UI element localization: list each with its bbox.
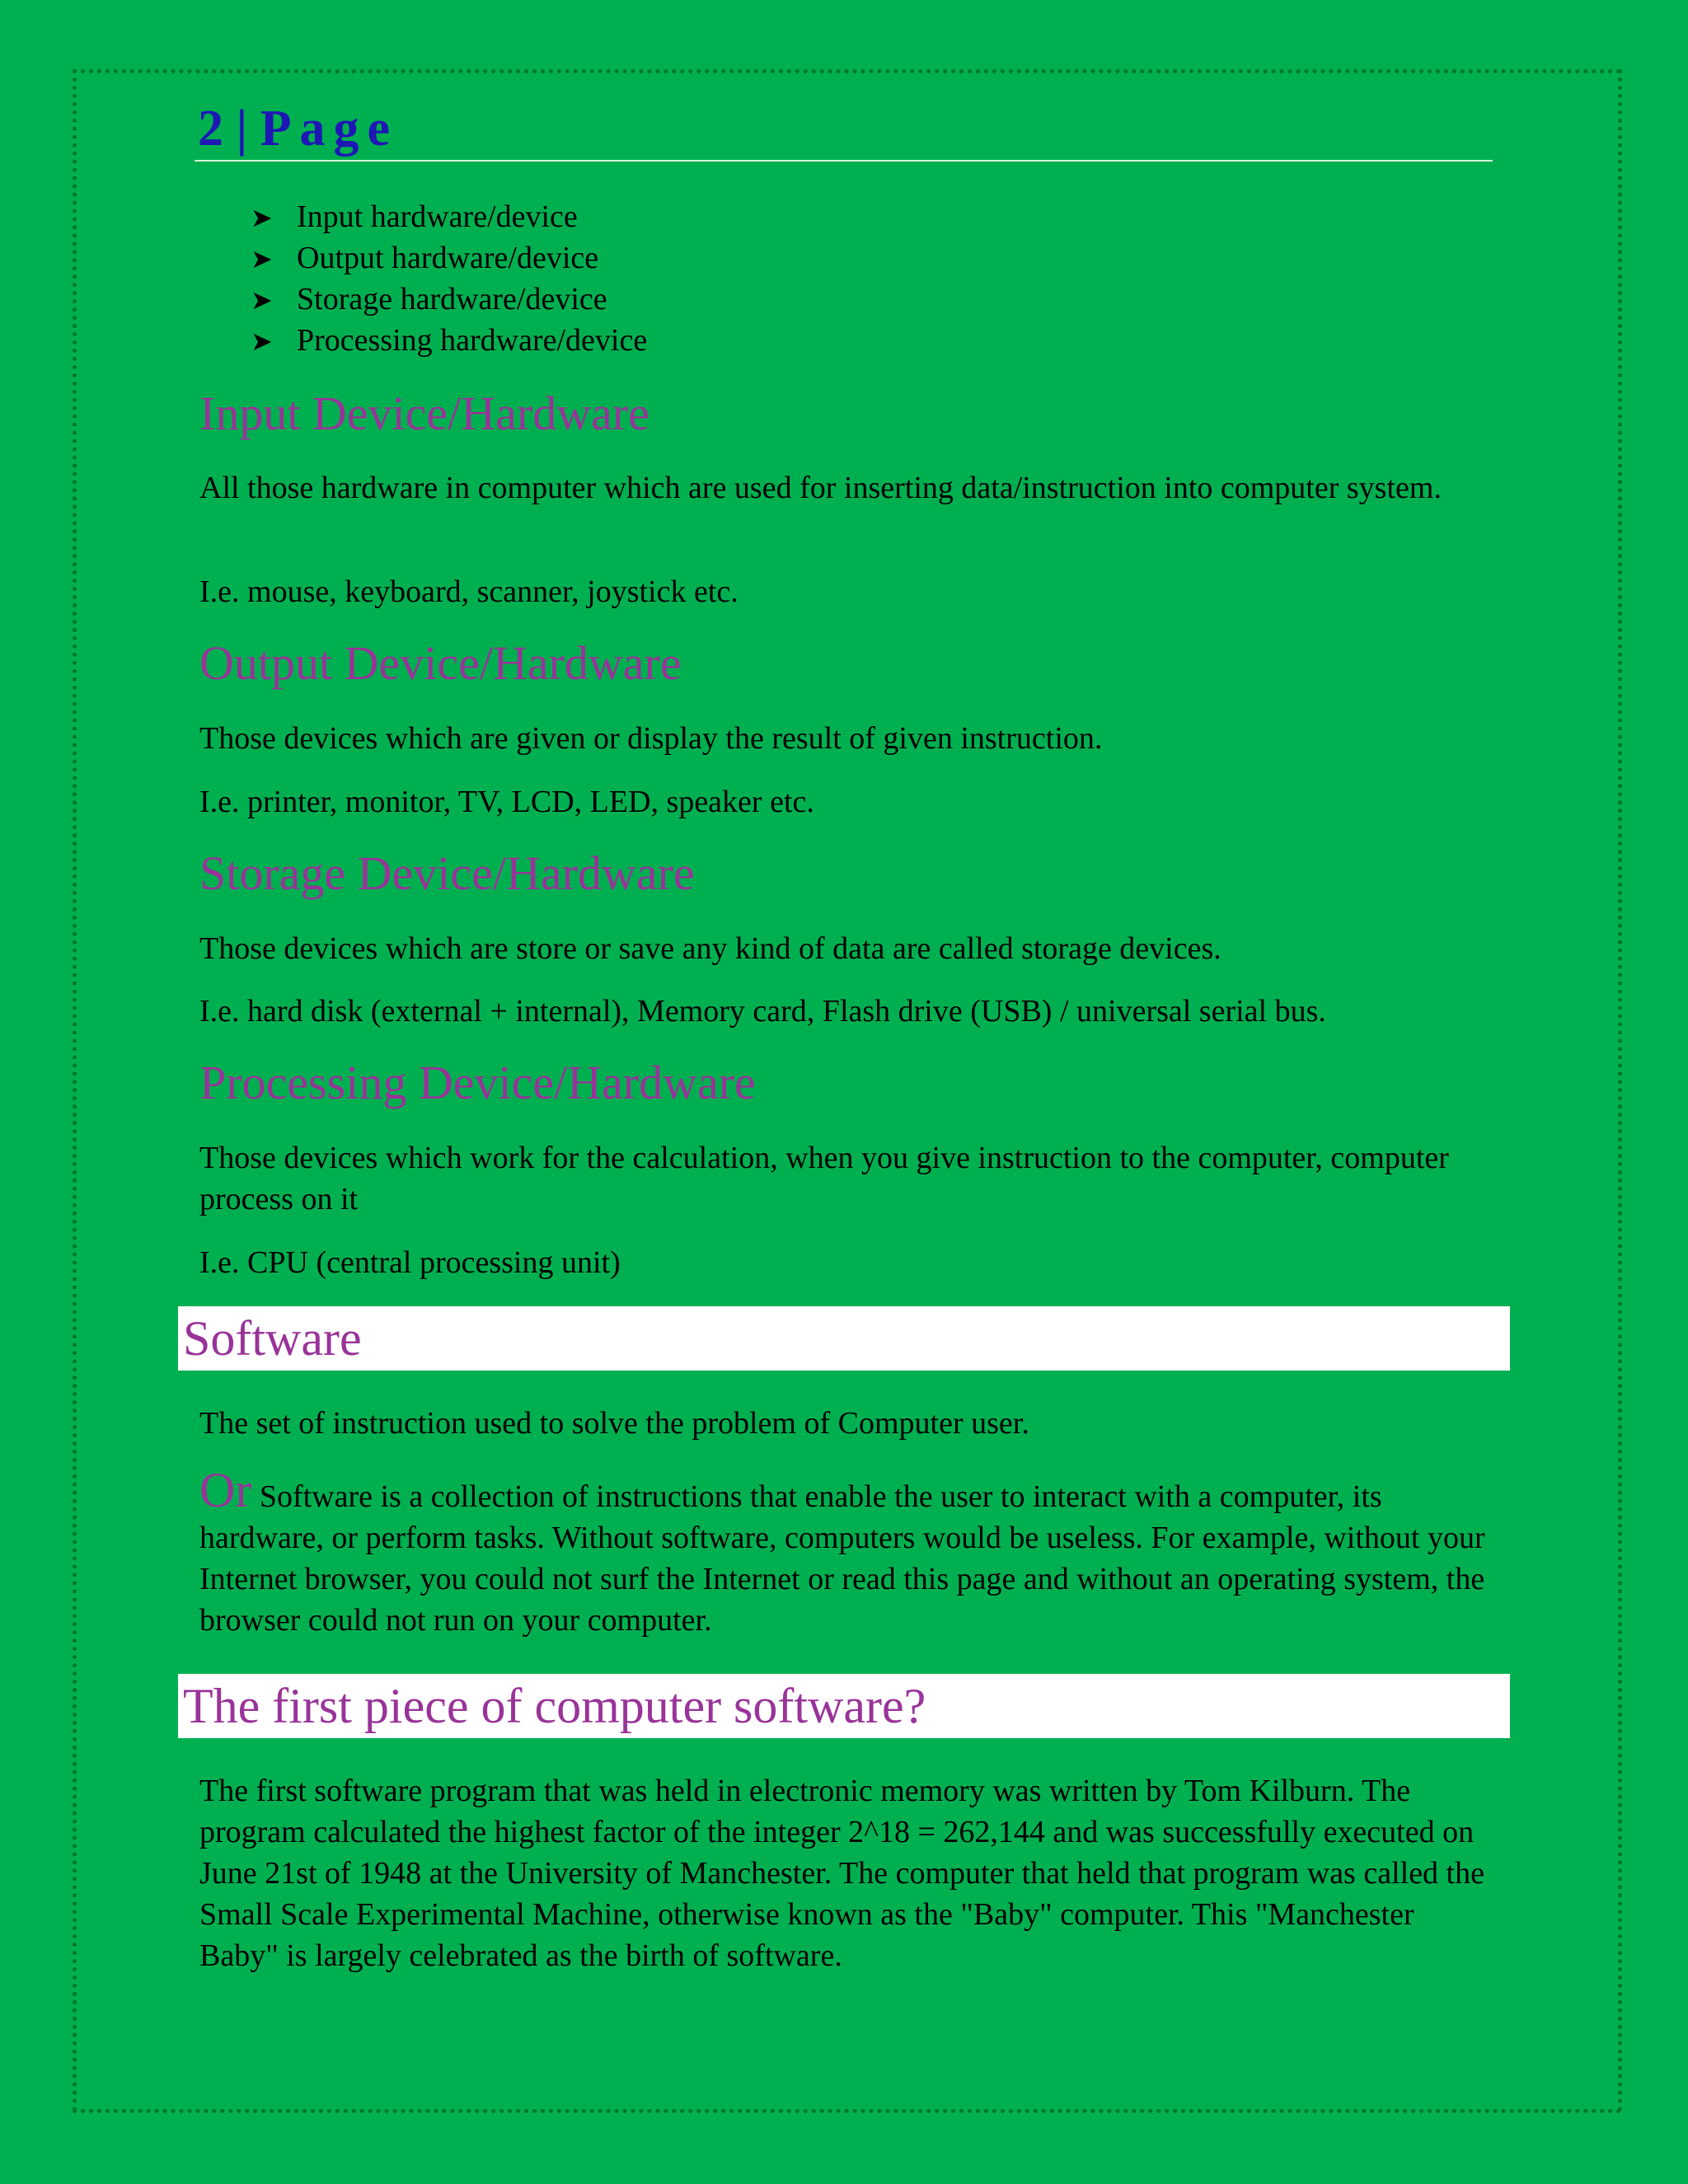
first-software-heading: The first piece of computer software? (183, 1679, 926, 1733)
input-heading: Input Device/Hardware (199, 387, 649, 440)
software-alt-definition (199, 1463, 1485, 1641)
list-item (251, 237, 647, 279)
hardware-types-list (251, 196, 647, 361)
output-description: Those devices which are given or display the result of given instruction. (199, 721, 1103, 756)
input-examples: I.e. mouse, keyboard, scanner, joystick etc. (199, 574, 738, 609)
software-alt-text: Software is a collection of instructions that enable the user to interact with a computer, its hardware, or perform tasks. Without software, computers would be useless. For example, without your Internet browser, you could not surf the Internet or read this page and without an operating system, the browser could not run on your computer. (199, 1479, 1485, 1638)
list-item (251, 279, 647, 320)
processing-examples: I.e. CPU (central processing unit) (199, 1245, 621, 1280)
page-separator: | (223, 101, 260, 157)
list-item-text: Processing hardware/device (297, 323, 648, 358)
arrow-bullet-icon: ➤ (251, 203, 273, 232)
arrow-bullet-icon: ➤ (251, 326, 273, 356)
software-heading: Software (183, 1311, 362, 1366)
storage-heading: Storage Device/Hardware (199, 846, 695, 900)
list-item (251, 196, 647, 237)
list-item-text: Output hardware/device (297, 241, 599, 275)
arrow-bullet-icon: ➤ (251, 244, 273, 274)
list-item (251, 320, 647, 361)
page-word: Page (260, 101, 399, 157)
page-header (195, 97, 1493, 162)
list-item-text: Input hardware/device (297, 199, 578, 234)
software-heading-bar (178, 1306, 1510, 1371)
arrow-bullet-icon: ➤ (251, 285, 273, 315)
input-description: All those hardware in computer which are used for inserting data/instruction into computer system. (199, 471, 1442, 505)
first-software-body: The first software program that was held in electronic memory was written by Tom Kilburn. The program calculated the highest factor of the integer 2^18 = 262,144 and was successfully executed on June 21st of 1948 at the University of Manchester. The computer that held that program was called the Small Scale Experimental Machine, otherwise known as the "Baby" computer. This "Manchester Baby" is largely celebrated as the birth of software. (199, 1774, 1484, 1973)
or-word: Or (199, 1463, 252, 1517)
page-number-label (198, 97, 398, 160)
processing-description: Those devices which work for the calculation, when you give instruction to the computer, computer process on it (199, 1141, 1449, 1216)
storage-examples: I.e. hard disk (external + internal), Memory card, Flash drive (USB) / universal serial bus. (199, 994, 1326, 1029)
page-number: 2 (198, 101, 223, 157)
software-definition: The set of instruction used to solve the problem of Computer user. (199, 1406, 1029, 1441)
output-heading: Output Device/Hardware (199, 636, 682, 690)
output-examples: I.e. printer, monitor, TV, LCD, LED, speaker etc. (199, 785, 814, 819)
processing-heading: Processing Device/Hardware (199, 1056, 756, 1109)
list-item-text: Storage hardware/device (297, 282, 607, 316)
first-software-heading-bar (178, 1674, 1510, 1738)
storage-description: Those devices which are store or save any kind of data are called storage devices. (199, 931, 1221, 966)
